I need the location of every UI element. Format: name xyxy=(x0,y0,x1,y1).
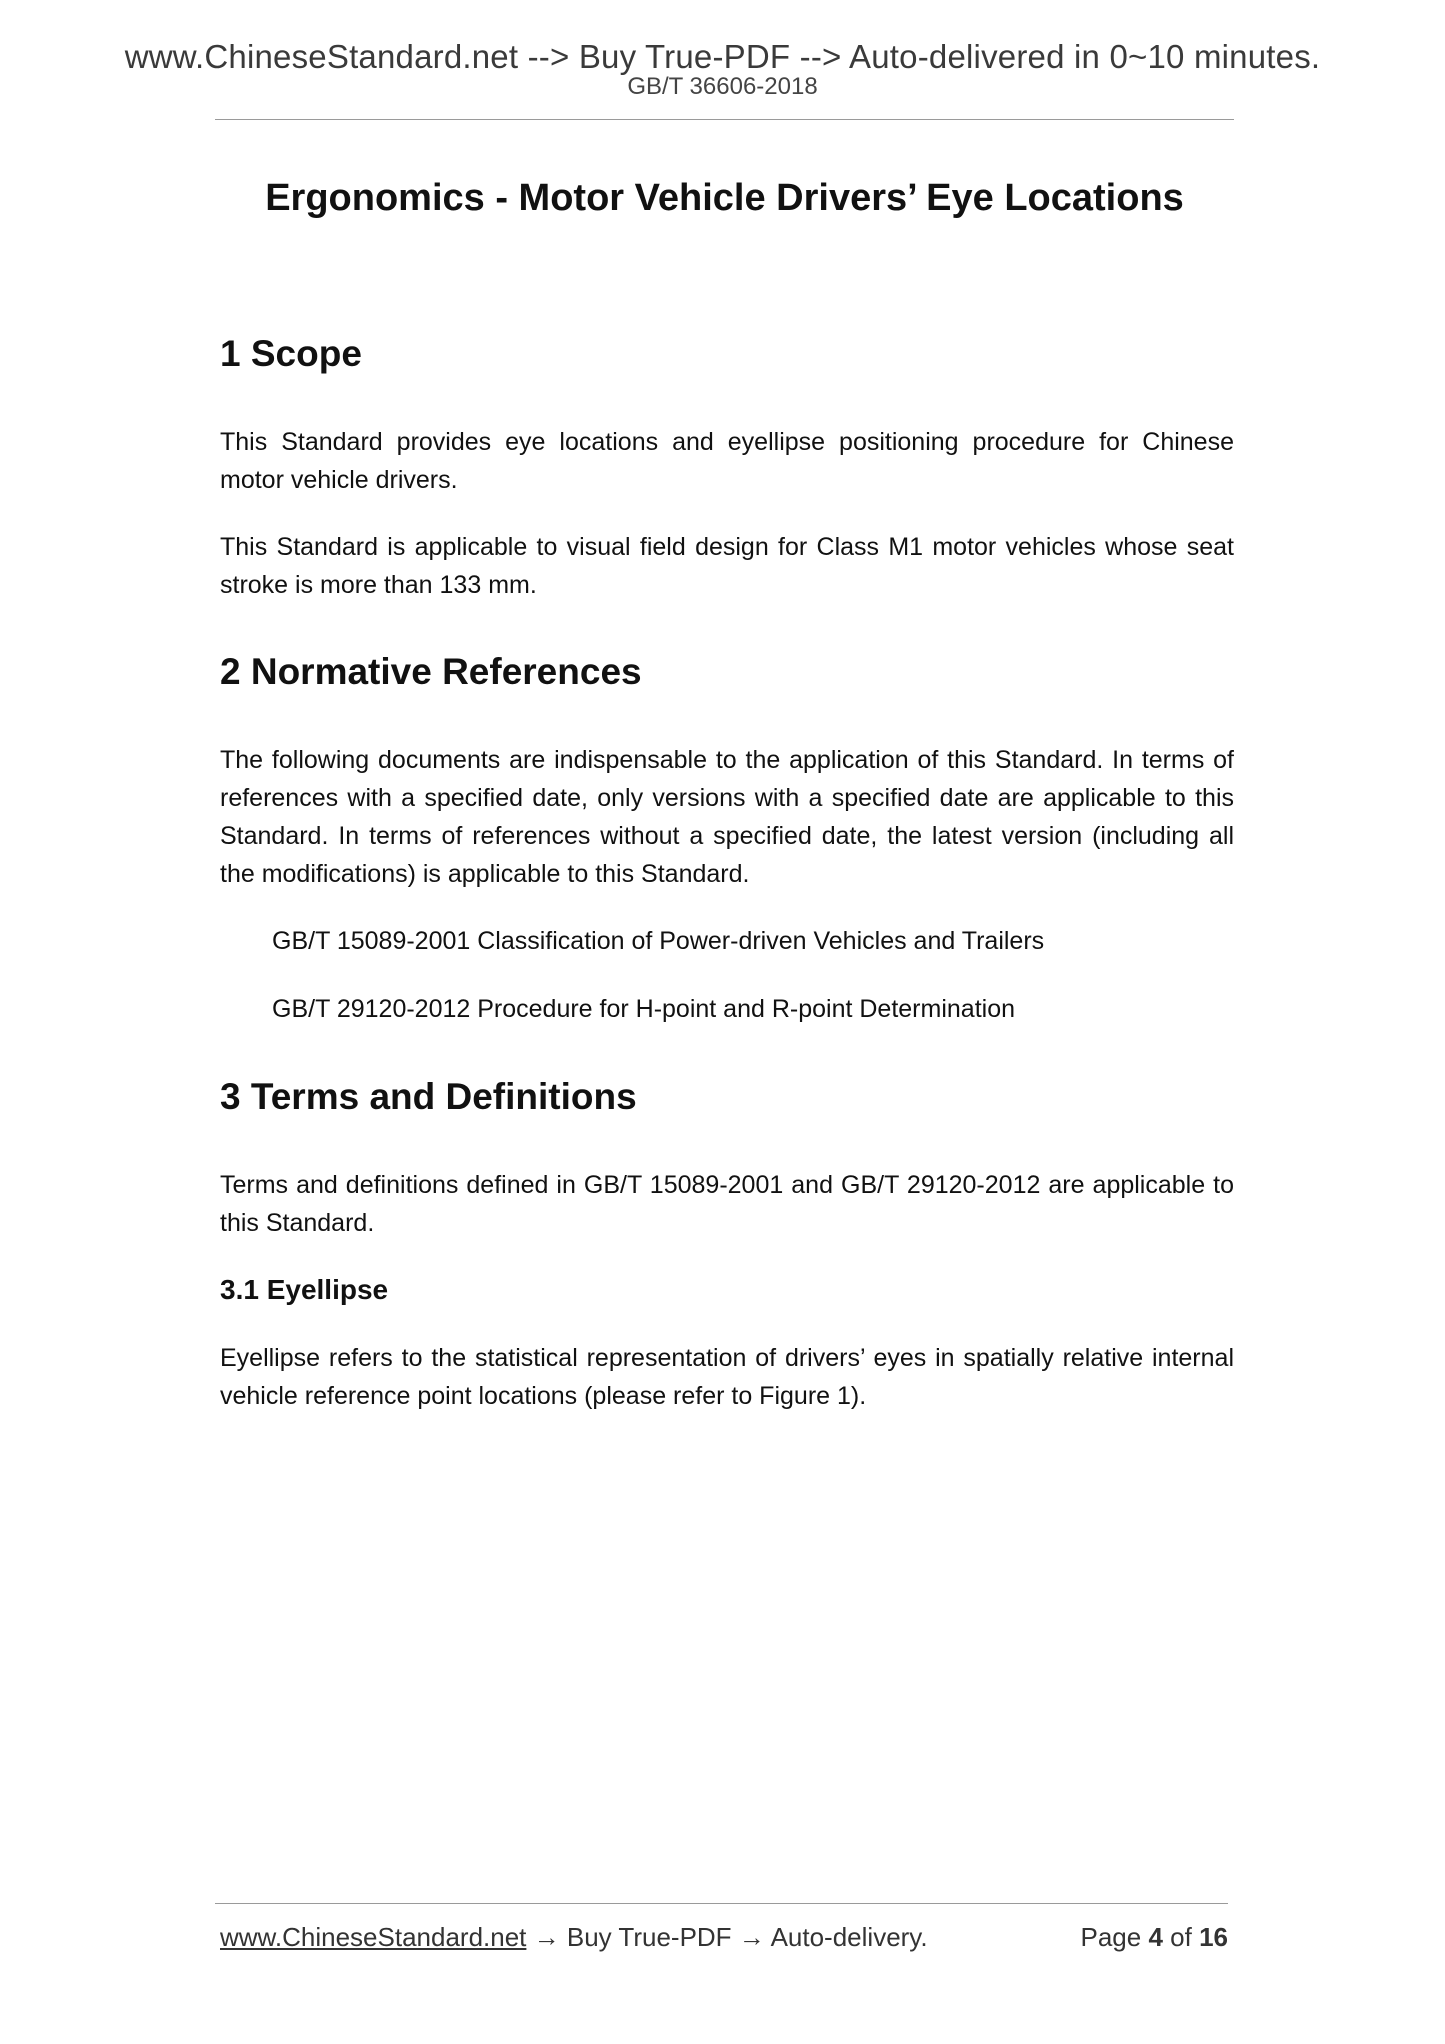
page-indicator xyxy=(1080,1922,1228,1953)
footer-divider xyxy=(215,1903,1228,1904)
normative-references-paragraph: The following documents are indispensable to the application of this Standard. In terms of references with a specified date, only versions with a specified date are applicable to this Standard. In terms of references without a specified date, the latest version (including all the modifications) is applicable to this Standard. xyxy=(220,746,1234,888)
header-divider xyxy=(215,119,1234,120)
document-code: GB/T 36606-2018 xyxy=(627,73,818,100)
terms-paragraph: Terms and definitions defined in GB/T 15089-2001 and GB/T 29120-2012 are applicable to this Standard. xyxy=(220,1171,1234,1237)
of-word: of xyxy=(1170,1922,1192,1952)
document-title: Ergonomics - Motor Vehicle Drivers’ Eye Locations xyxy=(265,177,1184,219)
eyellipse-paragraph: Eyellipse refers to the statistical representation of drivers’ eyes in spatially relative internal vehicle reference point locations (please refer to Figure 1). xyxy=(220,1344,1234,1410)
page-total: 16 xyxy=(1199,1922,1228,1952)
page-footer xyxy=(220,1922,1228,1956)
scope-paragraph-1: This Standard provides eye locations and eyellipse positioning procedure for Chinese motor vehicle drivers. xyxy=(220,428,1234,494)
section-heading-normative-references: 2 Normative References xyxy=(220,651,642,692)
footer-promo xyxy=(220,1922,928,1953)
section-heading-terms-definitions: 3 Terms and Definitions xyxy=(220,1076,637,1117)
subsection-heading-eyellipse: 3.1 Eyellipse xyxy=(220,1274,389,1305)
page-word: Page xyxy=(1080,1922,1142,1952)
reference-item: GB/T 15089-2001 Classification of Power-driven Vehicles and Trailers xyxy=(272,927,1045,955)
footer-website-link[interactable]: www.ChineseStandard.net xyxy=(220,1922,527,1952)
section-heading-scope: 1 Scope xyxy=(220,333,362,374)
header-banner: www.ChineseStandard.net --> Buy True-PDF --> Auto-delivered in 0~10 minutes. xyxy=(124,38,1321,75)
footer-promo-text: → Buy True-PDF → Auto-delivery. xyxy=(526,1922,928,1952)
reference-item: GB/T 29120-2012 Procedure for H-point and R-point Determination xyxy=(272,995,1016,1023)
page-number: 4 xyxy=(1148,1922,1163,1952)
scope-paragraph-2: This Standard is applicable to visual field design for Class M1 motor vehicles whose seat stroke is more than 133 mm. xyxy=(220,533,1234,599)
